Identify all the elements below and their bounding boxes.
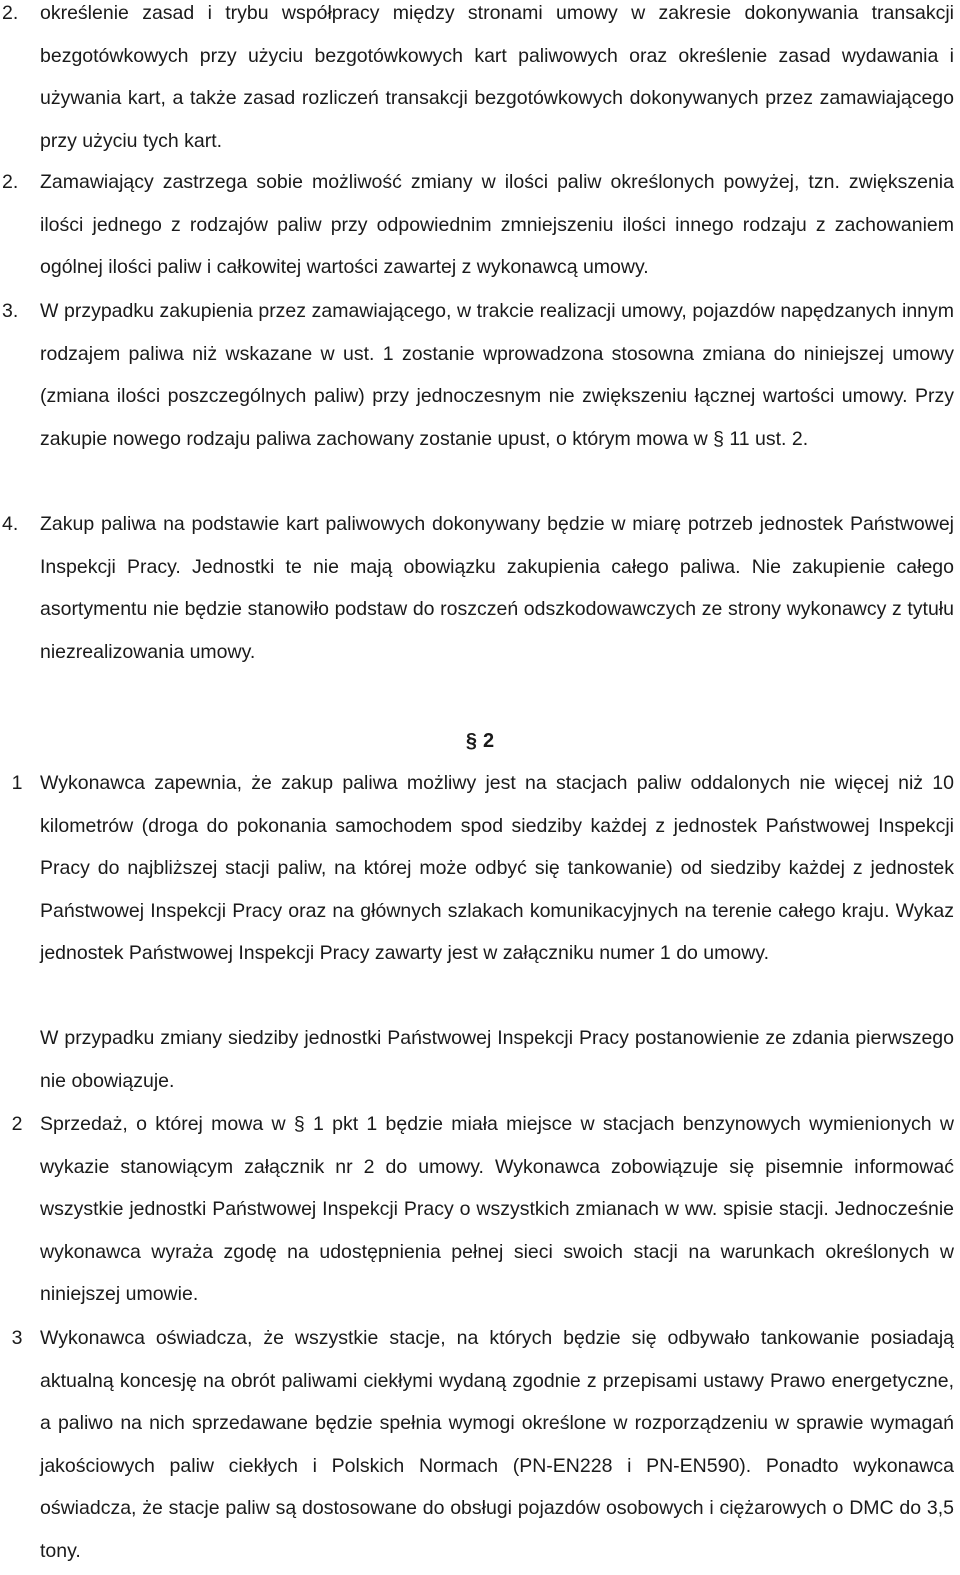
section-number: 2: [483, 730, 495, 752]
item-text: Zamawiający zastrzega sobie możliwość zmiany w ilości paliw określonych powyżej, tzn. zwiększenia ilości jednego z rodzajów paliw przy odpowiednim zmniejszeniu ilości innego rodzaju z zachowaniem ogólnej ilości paliw i całkowitej wartości zawartej z wykonawcą umowy.: [40, 171, 954, 279]
list-item: [2, 290, 954, 460]
item-number: 1: [11, 772, 23, 794]
item-number: 4.: [2, 513, 19, 535]
section-item: [11, 1317, 954, 1573]
item-text: Wykonawca zapewnia, że zakup paliwa możliwy jest na stacjach paliw oddalonych nie więcej niż 10 kilometrów (droga do pokonania samochodem spod siedziby każdej z jednostek Państwowej Inspekcji Pracy do najbliższej stacji paliw, na której może odbyć się tankowanie) od siedziby każdej z jednostek Państwowej Inspekcji Pracy oraz na głównych szlakach komunikacyjnych na terenie całego kraju. Wykaz jednostek Państwowej Inspekcji Pracy zawarty jest w załączniku numer 1 do umowy.: [40, 772, 954, 965]
item-text: Sprzedaż, o której mowa w § 1 pkt 1 będzie miała miejsce w stacjach benzynowych wymienionych w wykazie stanowiącym załącznik nr 2 do umowy. Wykonawca zobowiązuje się pisemnie informować wszystkie jednostki Państwowej Inspekcji Pracy o wszystkich zmianach w ww. spisie stacji. Jednocześnie wykonawca wyraża zgodę na udostępnienia pełnej sieci swoich stacji na warunkach określonych w niniejszej umowie.: [40, 1113, 954, 1306]
item-text: W przypadku zmiany siedziby jednostki Państwowej Inspekcji Pracy postanowienie ze zdania pierwszego nie obowiązuje.: [40, 1027, 954, 1092]
item-text: określenie zasad i trybu współpracy między stronami umowy w zakresie dokonywania transakcji bezgotówkowych przy użyciu bezgotówkowych kart paliwowych oraz określenie zasad wydawania i używania kart, a także zasad rozliczeń transakcji bezgotówkowych dokonywanych przez zamawiającego przy użyciu tych kart.: [40, 2, 954, 152]
item-number: 3: [11, 1327, 23, 1349]
item-number: 3.: [2, 300, 19, 322]
item-text: Wykonawca oświadcza, że wszystkie stacje, na których będzie się odbywało tankowanie posiadają aktualną koncesję na obrót paliwami ciekłymi wydaną zgodnie z przepisami ustawy Prawo energetyczne, a paliwo na nich sprzedawane będzie spełnia wymogi określone w rozporządzeniu w sprawie wymagań jakościowych paliw ciekłych i Polskich Normach (PN-EN228 i PN-EN590). Ponadto wykonawca oświadcza, że stacje paliw są dostosowane do obsługi pojazdów osobowych i ciężarowych o DMC do 3,5 tony.: [40, 1327, 954, 1562]
section-item: [11, 1103, 954, 1316]
section-symbol: §: [465, 730, 477, 752]
section-heading: [0, 720, 960, 762]
item-number: 2.: [2, 171, 19, 193]
item-text: W przypadku zakupienia przez zamawiającego, w trakcie realizacji umowy, pojazdów napędzanych innym rodzajem paliwa niż wskazane w ust. 1 zostanie wprowadzona stosowna zmiana do niniejszej umowy (zmiana ilości poszczególnych paliw) przy jednoczesnym nie zwiększeniu łącznej wartości umowy. Przy zakupie nowego rodzaju paliwa zachowany zostanie upust, o którym mowa w § 11 ust. 2.: [40, 300, 954, 450]
list-item: [2, 503, 954, 673]
item-number: 2: [11, 1113, 23, 1135]
item-number: 2.: [2, 2, 19, 24]
list-item: [2, 161, 954, 289]
item-text: Zakup paliwa na podstawie kart paliwowych dokonywany będzie w miarę potrzeb jednostek Państwowej Inspekcji Pracy. Jednostki te nie mają obowiązku zakupienia całego paliwa. Nie zakupienie całego asortymentu nie będzie stanowiło podstaw do roszczeń odszkodowawczych ze strony wykonawcy z tytułu niezrealizowania umowy.: [40, 513, 954, 663]
list-item: [2, 0, 954, 162]
section-item-continuation: [40, 1017, 954, 1102]
section-item: [11, 762, 954, 975]
